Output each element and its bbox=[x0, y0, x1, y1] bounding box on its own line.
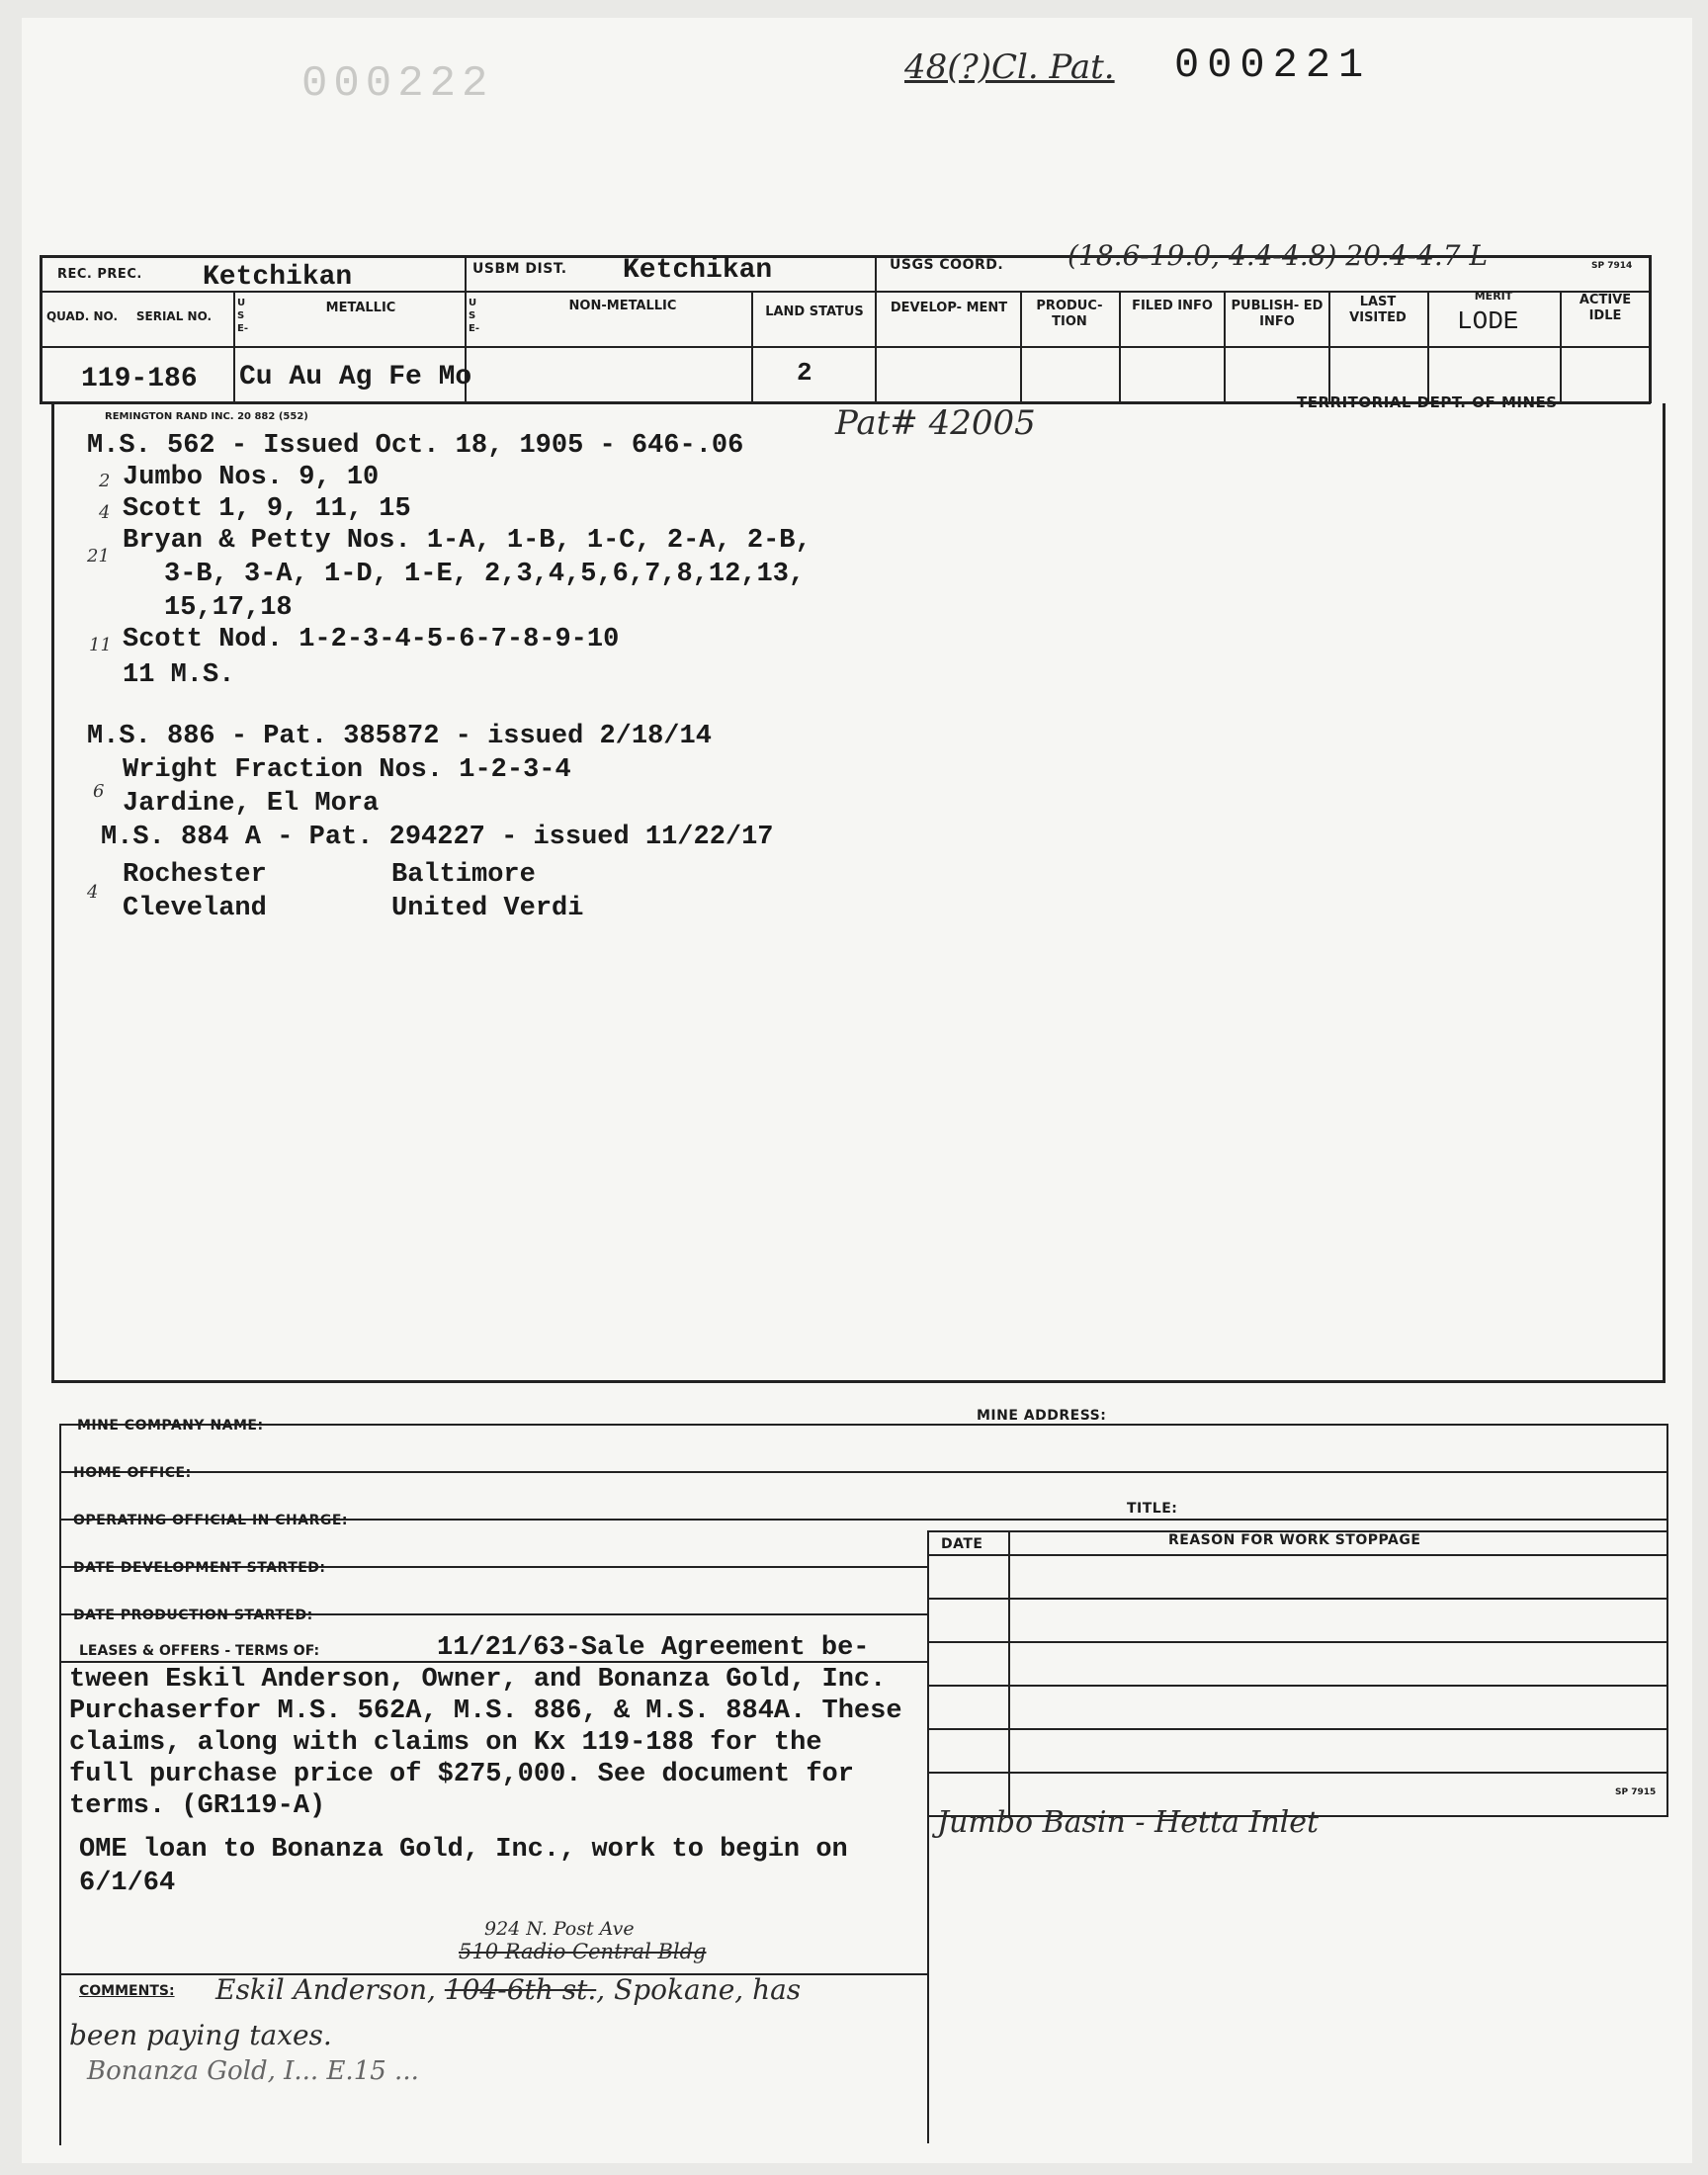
classification-note: 48(?)Cl. Pat. bbox=[904, 47, 1115, 87]
merit-header: MERIT bbox=[1474, 290, 1513, 303]
scott-claims-ms: 11 M.S. bbox=[123, 660, 235, 690]
jumbo-claims: Jumbo Nos. 9, 10 bbox=[123, 463, 380, 492]
non-metallic-header: NON-METALLIC bbox=[568, 299, 677, 313]
mine-address-label: MINE ADDRESS: bbox=[977, 1408, 1107, 1424]
mine-company-name-label: MINE COMPANY NAME: bbox=[77, 1418, 264, 1434]
active-idle-header: ACTIVE IDLE bbox=[1579, 293, 1632, 323]
count-scott-2: 11 bbox=[89, 635, 112, 655]
comments-label: COMMENTS: bbox=[79, 1983, 175, 1999]
ms-562-line: M.S. 562 - Issued Oct. 18, 1905 - 646-.06 bbox=[87, 431, 744, 461]
rec-prec-label: REC. PREC. bbox=[57, 267, 142, 282]
scott-claims-1: Scott 1, 9, 11, 15 bbox=[123, 494, 411, 524]
usbm-dist-label: USBM DIST. bbox=[472, 261, 567, 277]
loan-line-2: 6/1/64 bbox=[79, 1869, 176, 1898]
production-header: PRODUC- TION bbox=[1036, 299, 1103, 329]
usgs-coord-value: (18.6-19.0, 4.4-4.8) 20.4-4.7 L bbox=[1068, 239, 1489, 272]
ghost-serial-number: 000222 bbox=[301, 59, 494, 109]
home-office-label: HOME OFFICE: bbox=[73, 1465, 192, 1481]
date-development-label: DATE DEVELOPMENT STARTED: bbox=[73, 1560, 326, 1576]
serial-no-header: SERIAL NO. bbox=[135, 309, 213, 323]
metallic-value: Cu Au Ag Fe Mo bbox=[239, 362, 472, 392]
development-header: DEVELOP- MENT bbox=[890, 301, 1008, 315]
count-wright: 6 bbox=[93, 781, 105, 802]
quad-serial-value: 119-186 bbox=[81, 364, 198, 394]
ms-886-line: M.S. 886 - Pat. 385872 - issued 2/18/14 bbox=[87, 722, 712, 751]
claim-rochester: Rochester bbox=[123, 860, 267, 890]
count-jumbo: 2 bbox=[99, 471, 111, 491]
leases-line-3: Purchaserfor M.S. 562A, M.S. 886, & M.S. 884A. These bbox=[69, 1696, 902, 1726]
comments-line-2: been paying taxes. bbox=[69, 2019, 332, 2051]
count-bryan: 21 bbox=[87, 546, 110, 566]
wright-fraction: Wright Fraction Nos. 1-2-3-4 bbox=[123, 755, 571, 785]
use-marker-nonmetallic: U S E- bbox=[469, 298, 479, 334]
document-number: 000221 bbox=[1174, 42, 1372, 89]
jardine-el-mora: Jardine, El Mora bbox=[123, 789, 380, 819]
land-status-value: 2 bbox=[797, 358, 812, 388]
leases-line-1: 11/21/63-Sale Agreement be- bbox=[437, 1633, 870, 1663]
stoppage-reason-header: REASON FOR WORK STOPPAGE bbox=[1168, 1532, 1421, 1548]
address-note-new: 924 N. Post Ave bbox=[484, 1918, 635, 1940]
usbm-dist-value: Ketchikan bbox=[623, 255, 773, 286]
stoppage-date-header: DATE bbox=[941, 1536, 983, 1552]
bryan-petty-line-1: Bryan & Petty Nos. 1-A, 1-B, 1-C, 2-A, 2-B, bbox=[123, 526, 811, 556]
bryan-petty-line-3: 15,17,18 bbox=[164, 593, 293, 623]
comments-line-3: Bonanza Gold, I... E.15 ... bbox=[87, 2056, 419, 2086]
title-label: TITLE: bbox=[1127, 1501, 1178, 1517]
usgs-coord-label: USGS COORD. bbox=[890, 257, 1004, 273]
location-note: Jumbo Basin - Hetta Inlet bbox=[937, 1805, 1320, 1840]
leases-line-6: terms. (GR119-A) bbox=[69, 1791, 326, 1821]
quad-no-header: QUAD. NO. bbox=[45, 309, 119, 323]
leases-line-2: tween Eskil Anderson, Owner, and Bonanza Gold, Inc. bbox=[69, 1665, 887, 1695]
printer-mark: REMINGTON RAND INC. 20 882 (552) bbox=[105, 411, 308, 422]
operating-official-label: OPERATING OFFICIAL IN CHARGE: bbox=[73, 1513, 349, 1528]
metallic-header: METALLIC bbox=[325, 301, 396, 315]
count-scott-1: 4 bbox=[99, 502, 111, 523]
territorial-dept-label: TERRITORIAL DEPT. OF MINES bbox=[1297, 393, 1558, 411]
scott-claims-2: Scott Nod. 1-2-3-4-5-6-7-8-9-10 bbox=[123, 625, 620, 654]
claim-baltimore: Baltimore bbox=[391, 860, 536, 890]
bryan-petty-line-2: 3-B, 3-A, 1-D, 1-E, 2,3,4,5,6,7,8,12,13, bbox=[164, 560, 806, 589]
rec-prec-value: Ketchikan bbox=[203, 262, 353, 293]
comments-line-1: Eskil Anderson, 104-6th st., Spokane, has bbox=[215, 1973, 802, 2006]
last-visited-header: LAST VISITED bbox=[1349, 295, 1407, 325]
address-note-struck: 510 Radio Central Bldg bbox=[459, 1940, 707, 1963]
claim-united-verdi: United Verdi bbox=[391, 894, 584, 923]
claim-cleveland: Cleveland bbox=[123, 894, 267, 923]
form-code-top: SP 7914 bbox=[1591, 261, 1633, 271]
published-info-header: PUBLISH- ED INFO bbox=[1231, 299, 1324, 329]
filed-info-header: FILED INFO bbox=[1132, 299, 1213, 313]
count-rochester: 4 bbox=[87, 882, 99, 903]
patent-note: Pat# 42005 bbox=[835, 403, 1036, 443]
use-marker-metallic: U S E- bbox=[237, 298, 248, 334]
land-status-header: LAND STATUS bbox=[765, 304, 864, 319]
date-production-label: DATE PRODUCTION STARTED: bbox=[73, 1608, 313, 1623]
loan-line-1: OME loan to Bonanza Gold, Inc., work to begin on bbox=[79, 1835, 848, 1865]
form-code-bottom: SP 7915 bbox=[1615, 1787, 1657, 1797]
leases-label: LEASES & OFFERS - TERMS OF: bbox=[79, 1643, 320, 1659]
leases-line-5: full purchase price of $275,000. See document for bbox=[69, 1760, 854, 1789]
leases-line-4: claims, along with claims on Kx 119-188 for the bbox=[69, 1728, 822, 1758]
ms-884a-line: M.S. 884 A - Pat. 294227 - issued 11/22/17 bbox=[101, 823, 774, 852]
merit-value: LODE bbox=[1457, 306, 1519, 336]
